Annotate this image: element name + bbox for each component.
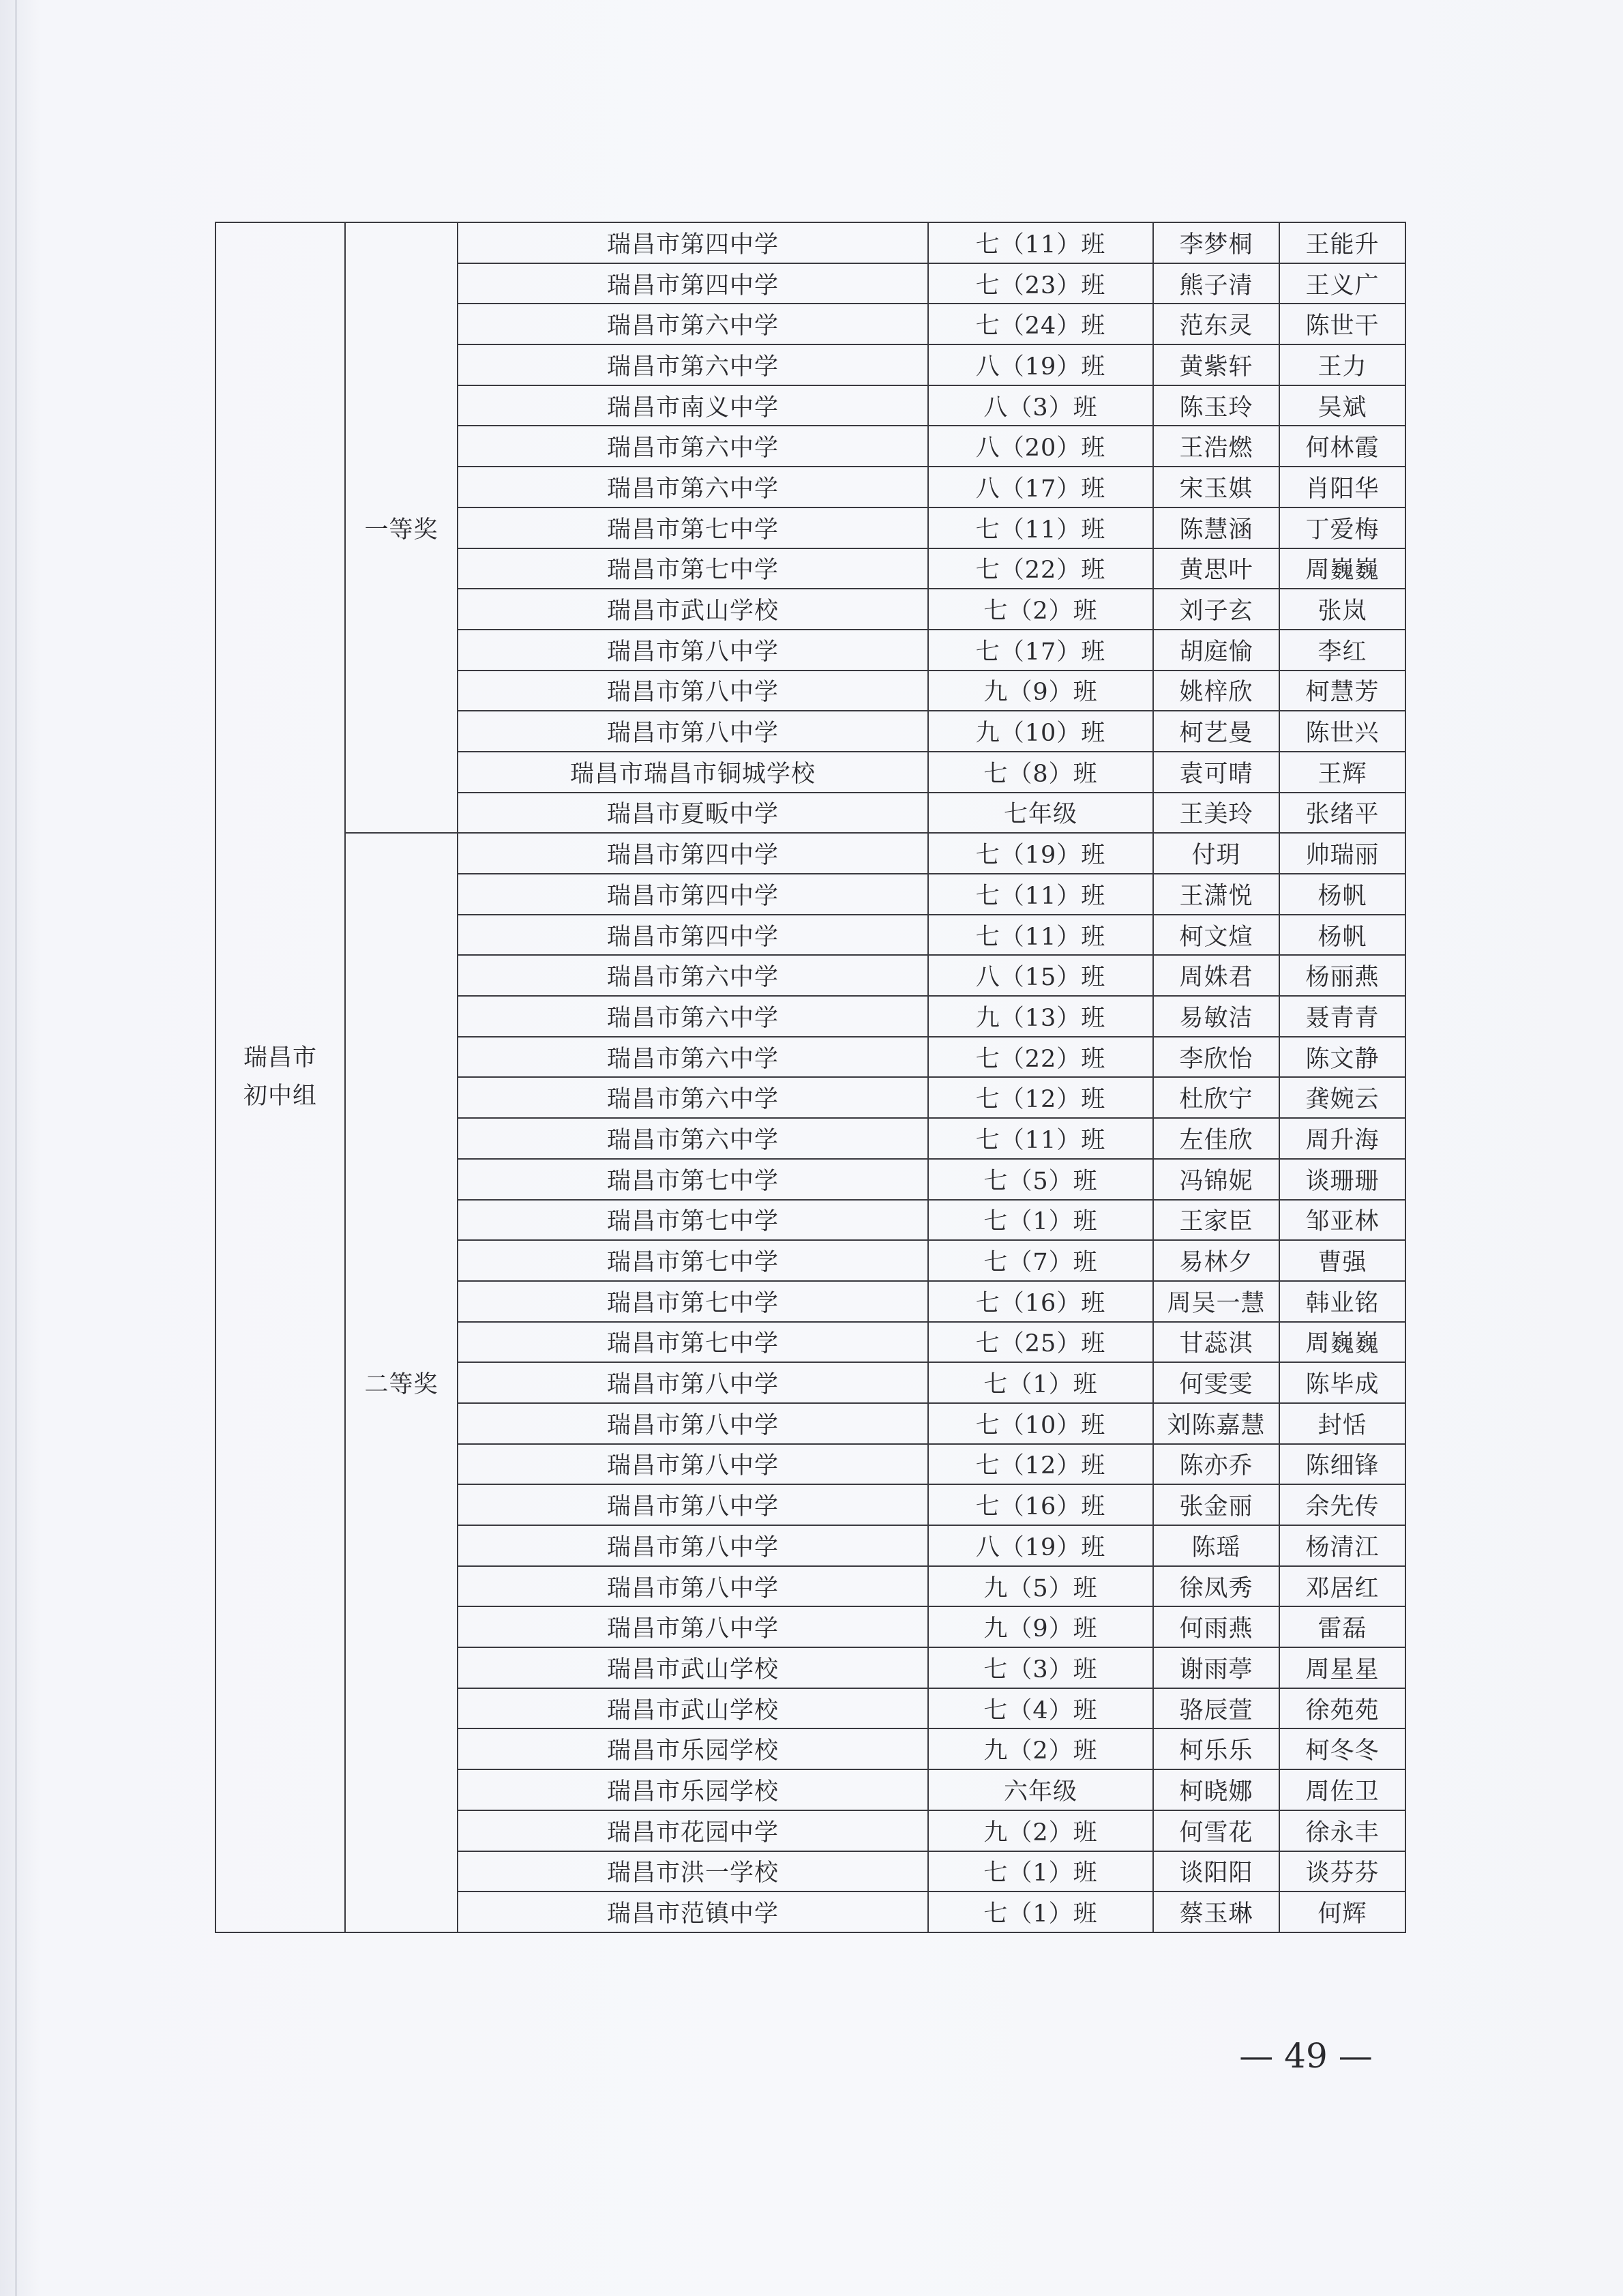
class-cell: 七（7）班 [928, 1240, 1153, 1281]
class-cell: 九（9）班 [928, 1606, 1153, 1647]
school-cell: 瑞昌市第八中学 [458, 1606, 928, 1647]
class-cell: 七（1）班 [928, 1851, 1153, 1892]
school-cell: 瑞昌市第七中学 [458, 507, 928, 548]
student-cell: 易敏洁 [1153, 996, 1279, 1037]
student-cell: 刘子玄 [1153, 589, 1279, 630]
class-cell: 七（23）班 [928, 263, 1153, 304]
student-cell: 柯乐乐 [1153, 1728, 1279, 1769]
class-cell: 七（8）班 [928, 752, 1153, 793]
class-cell: 七（12）班 [928, 1077, 1153, 1118]
teacher-cell: 王能升 [1279, 222, 1405, 263]
teacher-cell: 柯慧芳 [1279, 671, 1405, 711]
class-cell: 七（4）班 [928, 1688, 1153, 1729]
student-cell: 柯文煊 [1153, 915, 1279, 956]
class-cell: 七（22）班 [928, 1037, 1153, 1078]
school-cell: 瑞昌市乐园学校 [458, 1769, 928, 1810]
class-cell: 七（11）班 [928, 1118, 1153, 1159]
class-cell: 七（25）班 [928, 1322, 1153, 1363]
class-cell: 七（22）班 [928, 548, 1153, 589]
teacher-cell: 谈芬芬 [1279, 1851, 1405, 1892]
class-cell: 七（5）班 [928, 1159, 1153, 1200]
teacher-cell: 柯冬冬 [1279, 1728, 1405, 1769]
student-cell: 陈慧涵 [1153, 507, 1279, 548]
teacher-cell: 李红 [1279, 630, 1405, 671]
class-cell: 九（13）班 [928, 996, 1153, 1037]
class-cell: 八（19）班 [928, 1525, 1153, 1566]
class-cell: 九（2）班 [928, 1810, 1153, 1851]
student-cell: 谈阳阳 [1153, 1851, 1279, 1892]
student-cell: 何雪花 [1153, 1810, 1279, 1851]
school-cell: 瑞昌市第六中学 [458, 344, 928, 385]
school-cell: 瑞昌市第七中学 [458, 1322, 928, 1363]
school-cell: 瑞昌市第六中学 [458, 304, 928, 344]
student-cell: 熊子清 [1153, 263, 1279, 304]
school-cell: 瑞昌市第八中学 [458, 711, 928, 752]
class-cell: 七（10）班 [928, 1403, 1153, 1444]
class-cell: 七（11）班 [928, 222, 1153, 263]
school-cell: 瑞昌市第八中学 [458, 1444, 928, 1485]
school-cell: 瑞昌市武山学校 [458, 589, 928, 630]
teacher-cell: 聂青青 [1279, 996, 1405, 1037]
student-cell: 甘蕊淇 [1153, 1322, 1279, 1363]
class-cell: 八（20）班 [928, 426, 1153, 467]
student-cell: 张金丽 [1153, 1484, 1279, 1525]
student-cell: 杜欣宁 [1153, 1077, 1279, 1118]
teacher-cell: 杨帆 [1279, 915, 1405, 956]
class-cell: 七（16）班 [928, 1281, 1153, 1322]
teacher-cell: 吴斌 [1279, 385, 1405, 426]
student-cell: 周姝君 [1153, 955, 1279, 996]
teacher-cell: 雷磊 [1279, 1606, 1405, 1647]
teacher-cell: 徐永丰 [1279, 1810, 1405, 1851]
teacher-cell: 谈珊珊 [1279, 1159, 1405, 1200]
school-cell: 瑞昌市第四中学 [458, 222, 928, 263]
student-cell: 易林夕 [1153, 1240, 1279, 1281]
award-level-cell: 二等奖 [345, 833, 458, 1932]
school-cell: 瑞昌市范镇中学 [458, 1892, 928, 1932]
teacher-cell: 陈世兴 [1279, 711, 1405, 752]
student-cell: 王美玲 [1153, 793, 1279, 834]
class-cell: 八（3）班 [928, 385, 1153, 426]
teacher-cell: 邓居红 [1279, 1566, 1405, 1607]
school-cell: 瑞昌市第六中学 [458, 467, 928, 507]
school-cell: 瑞昌市第四中学 [458, 263, 928, 304]
teacher-cell: 余先传 [1279, 1484, 1405, 1525]
award-table-body [215, 222, 1405, 1932]
school-cell: 瑞昌市第六中学 [458, 1118, 928, 1159]
class-cell: 七（19）班 [928, 833, 1153, 874]
student-cell: 骆辰萱 [1153, 1688, 1279, 1729]
class-cell: 九（5）班 [928, 1566, 1153, 1607]
student-cell: 何雯雯 [1153, 1362, 1279, 1403]
class-cell: 七（11）班 [928, 915, 1153, 956]
teacher-cell: 张绪平 [1279, 793, 1405, 834]
school-cell: 瑞昌市第四中学 [458, 833, 928, 874]
teacher-cell: 周巍巍 [1279, 548, 1405, 589]
student-cell: 柯晓娜 [1153, 1769, 1279, 1810]
class-cell: 七（12）班 [928, 1444, 1153, 1485]
student-cell: 谢雨葶 [1153, 1647, 1279, 1688]
student-cell: 何雨燕 [1153, 1606, 1279, 1647]
class-cell: 六年级 [928, 1769, 1153, 1810]
class-cell: 七（3）班 [928, 1647, 1153, 1688]
class-cell: 八（19）班 [928, 344, 1153, 385]
table-row [215, 833, 1405, 874]
class-cell: 九（9）班 [928, 671, 1153, 711]
teacher-cell: 封恬 [1279, 1403, 1405, 1444]
teacher-cell: 王辉 [1279, 752, 1405, 793]
teacher-cell: 龚婉云 [1279, 1077, 1405, 1118]
table-row [215, 222, 1405, 263]
teacher-cell: 杨帆 [1279, 874, 1405, 915]
school-cell: 瑞昌市第八中学 [458, 1525, 928, 1566]
class-cell: 八（17）班 [928, 467, 1153, 507]
school-cell: 瑞昌市第六中学 [458, 955, 928, 996]
student-cell: 王潇悦 [1153, 874, 1279, 915]
school-cell: 瑞昌市第四中学 [458, 915, 928, 956]
student-cell: 姚梓欣 [1153, 671, 1279, 711]
student-cell: 黄思叶 [1153, 548, 1279, 589]
class-cell: 七（1）班 [928, 1200, 1153, 1241]
page-number: — 49 — [1239, 2036, 1373, 2076]
class-cell: 七（11）班 [928, 874, 1153, 915]
school-cell: 瑞昌市第六中学 [458, 996, 928, 1037]
class-cell: 九（2）班 [928, 1728, 1153, 1769]
school-cell: 瑞昌市第八中学 [458, 1566, 928, 1607]
student-cell: 付玥 [1153, 833, 1279, 874]
teacher-cell: 杨丽燕 [1279, 955, 1405, 996]
class-cell: 七（1）班 [928, 1362, 1153, 1403]
school-cell: 瑞昌市花园中学 [458, 1810, 928, 1851]
teacher-cell: 杨清江 [1279, 1525, 1405, 1566]
school-cell: 瑞昌市第四中学 [458, 874, 928, 915]
school-cell: 瑞昌市夏畈中学 [458, 793, 928, 834]
teacher-cell: 帅瑞丽 [1279, 833, 1405, 874]
school-cell: 瑞昌市武山学校 [458, 1647, 928, 1688]
teacher-cell: 何辉 [1279, 1892, 1405, 1932]
class-cell: 七（16）班 [928, 1484, 1153, 1525]
student-cell: 黄紫轩 [1153, 344, 1279, 385]
student-cell: 冯锦妮 [1153, 1159, 1279, 1200]
student-cell: 宋玉娸 [1153, 467, 1279, 507]
class-cell: 七（1）班 [928, 1892, 1153, 1932]
class-cell: 七年级 [928, 793, 1153, 834]
student-cell: 周吴一慧 [1153, 1281, 1279, 1322]
school-cell: 瑞昌市第八中学 [458, 1484, 928, 1525]
student-cell: 王浩燃 [1153, 426, 1279, 467]
student-cell: 蔡玉琳 [1153, 1892, 1279, 1932]
award-level-cell: 一等奖 [345, 222, 458, 833]
student-cell: 徐凤秀 [1153, 1566, 1279, 1607]
teacher-cell: 丁爱梅 [1279, 507, 1405, 548]
teacher-cell: 韩业铭 [1279, 1281, 1405, 1322]
school-cell: 瑞昌市南义中学 [458, 385, 928, 426]
school-cell: 瑞昌市第六中学 [458, 426, 928, 467]
teacher-cell: 周星星 [1279, 1647, 1405, 1688]
teacher-cell: 陈文静 [1279, 1037, 1405, 1078]
page-edge [15, 0, 17, 2296]
teacher-cell: 陈世干 [1279, 304, 1405, 344]
school-cell: 瑞昌市第八中学 [458, 630, 928, 671]
student-cell: 刘陈嘉慧 [1153, 1403, 1279, 1444]
student-cell: 李梦桐 [1153, 222, 1279, 263]
school-cell: 瑞昌市第七中学 [458, 548, 928, 589]
teacher-cell: 徐苑苑 [1279, 1688, 1405, 1729]
class-cell: 七（24）班 [928, 304, 1153, 344]
teacher-cell: 王义广 [1279, 263, 1405, 304]
school-cell: 瑞昌市乐园学校 [458, 1728, 928, 1769]
class-cell: 九（10）班 [928, 711, 1153, 752]
school-cell: 瑞昌市第八中学 [458, 1362, 928, 1403]
teacher-cell: 曹强 [1279, 1240, 1405, 1281]
school-cell: 瑞昌市第七中学 [458, 1240, 928, 1281]
teacher-cell: 陈毕成 [1279, 1362, 1405, 1403]
school-cell: 瑞昌市第七中学 [458, 1159, 928, 1200]
student-cell: 胡庭愉 [1153, 630, 1279, 671]
school-cell: 瑞昌市第七中学 [458, 1200, 928, 1241]
student-cell: 范东灵 [1153, 304, 1279, 344]
teacher-cell: 陈细锋 [1279, 1444, 1405, 1485]
class-cell: 七（2）班 [928, 589, 1153, 630]
group-name-line2: 初中组 [243, 1083, 317, 1110]
award-table [215, 222, 1406, 1933]
school-cell: 瑞昌市第六中学 [458, 1037, 928, 1078]
student-cell: 李欣怡 [1153, 1037, 1279, 1078]
student-cell: 陈瑶 [1153, 1525, 1279, 1566]
school-cell: 瑞昌市武山学校 [458, 1688, 928, 1729]
teacher-cell: 周巍巍 [1279, 1322, 1405, 1363]
student-cell: 袁可晴 [1153, 752, 1279, 793]
school-cell: 瑞昌市第六中学 [458, 1077, 928, 1118]
teacher-cell: 肖阳华 [1279, 467, 1405, 507]
class-cell: 八（15）班 [928, 955, 1153, 996]
school-cell: 瑞昌市第八中学 [458, 671, 928, 711]
school-cell: 瑞昌市瑞昌市铜城学校 [458, 752, 928, 793]
teacher-cell: 何林霞 [1279, 426, 1405, 467]
teacher-cell: 周升海 [1279, 1118, 1405, 1159]
student-cell: 陈亦乔 [1153, 1444, 1279, 1485]
student-cell: 王家臣 [1153, 1200, 1279, 1241]
teacher-cell: 邹亚林 [1279, 1200, 1405, 1241]
student-cell: 左佳欣 [1153, 1118, 1279, 1159]
teacher-cell: 张岚 [1279, 589, 1405, 630]
student-cell: 柯艺曼 [1153, 711, 1279, 752]
class-cell: 七（11）班 [928, 507, 1153, 548]
group-cell [215, 222, 345, 1932]
teacher-cell: 周佐卫 [1279, 1769, 1405, 1810]
teacher-cell: 王力 [1279, 344, 1405, 385]
school-cell: 瑞昌市第七中学 [458, 1281, 928, 1322]
school-cell: 瑞昌市第八中学 [458, 1403, 928, 1444]
school-cell: 瑞昌市洪一学校 [458, 1851, 928, 1892]
group-name-line1: 瑞昌市 [243, 1044, 317, 1072]
student-cell: 陈玉玲 [1153, 385, 1279, 426]
class-cell: 七（17）班 [928, 630, 1153, 671]
